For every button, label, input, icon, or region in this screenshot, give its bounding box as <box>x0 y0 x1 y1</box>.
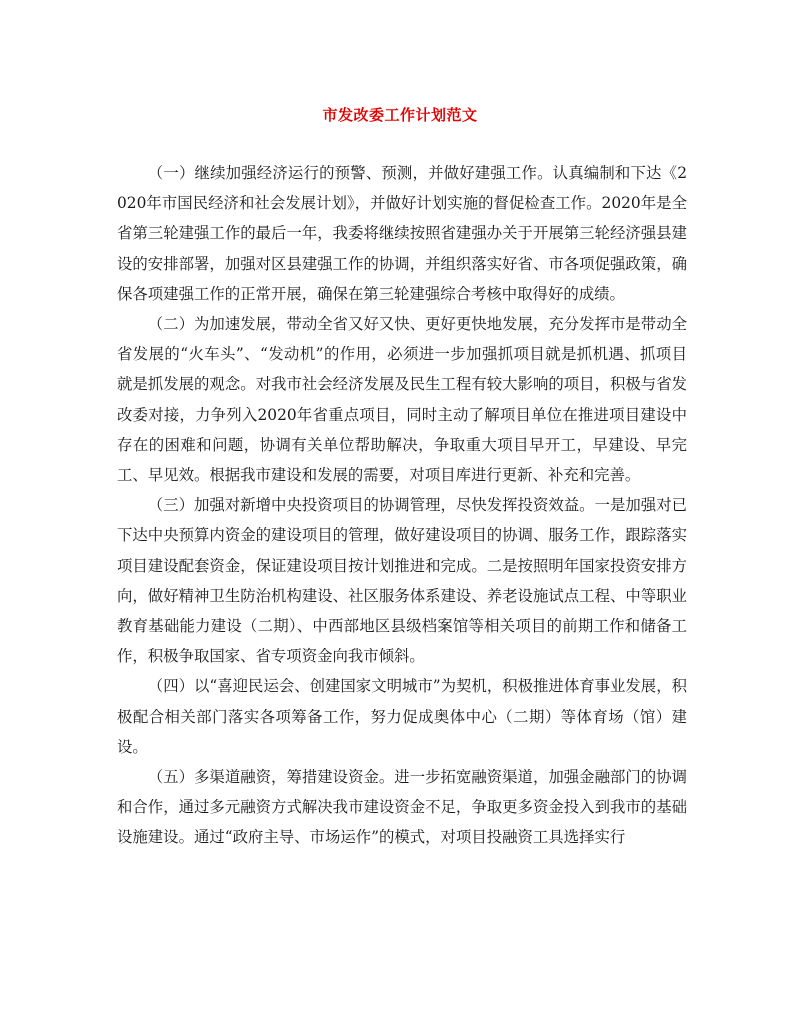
document-body <box>117 158 687 853</box>
paragraph-3: （三）加强对新增中央投资项目的协调管理，尽快发挥投资效益。一是加强对已下达中央预算内资金的建设项目的管理，做好建设项目的协调、服务工作，跟踪落实项目建设配套资金，保证建设项目按计划推进和完成。二是按照明年国家投资安排方向，做好精神卫生防治机构建设、社区服务体系建设、养老设施试点工程、中等职业教育基础能力建设（二期）、中西部地区县级档案馆等相关项目的前期工作和储备工作，积极争取国家、省专项资金向我市倾斜。 <box>117 496 687 666</box>
document-title: 市发改委工作计划范文 <box>322 106 478 124</box>
paragraph-4: （四）以“喜迎民运会、创建国家文明城市”为契机，积极推进体育事业发展，积极配合相关部门落实各项筹备工作，努力促成奥体中心（二期）等体育场（馆）建设。 <box>117 677 687 756</box>
paragraph-2: （二）为加速发展，带动全省又好又快、更好更快地发展，充分发挥市是带动全省发展的“火车头”、“发动机”的作用，必须进一步加强抓项目就是抓机遇、抓项目就是抓发展的观念。对我市社会经济发展及民生工程有较大影响的项目，积极与省发改委对接，力争列入2020年省重点项目，同时主动了解项目单位在推进项目建设中存在的困难和问题，协调有关单位帮助解决，争取重大项目早开工，早建设、早完工、早见效。根据我市建设和发展的需要，对项目库进行更新、补充和完善。 <box>117 315 687 485</box>
paragraph-5: （五）多渠道融资，筹措建设资金。进一步拓宽融资渠道，加强金融部门的协调和合作，通过多元融资方式解决我市建设资金不足，争取更多资金投入到我市的基础设施建设。通过“政府主导、市场运作”的模式，对项目投融资工具选择实行 <box>117 768 687 847</box>
paragraph-1: （一）继续加强经济运行的预警、预测，并做好建强工作。认真编制和下达《2020年市国民经济和社会发展计划》，并做好计划实施的督促检查工作。2020年是全省第三轮建强工作的最后一年，我委将继续按照省建强办关于开展第三轮经济强县建设的安排部署，加强对区县建强工作的协调，并组织落实好省、市各项促强政策，确保各项建强工作的正常开展，确保在第三轮建强综合考核中取得好的成绩。 <box>117 164 687 303</box>
